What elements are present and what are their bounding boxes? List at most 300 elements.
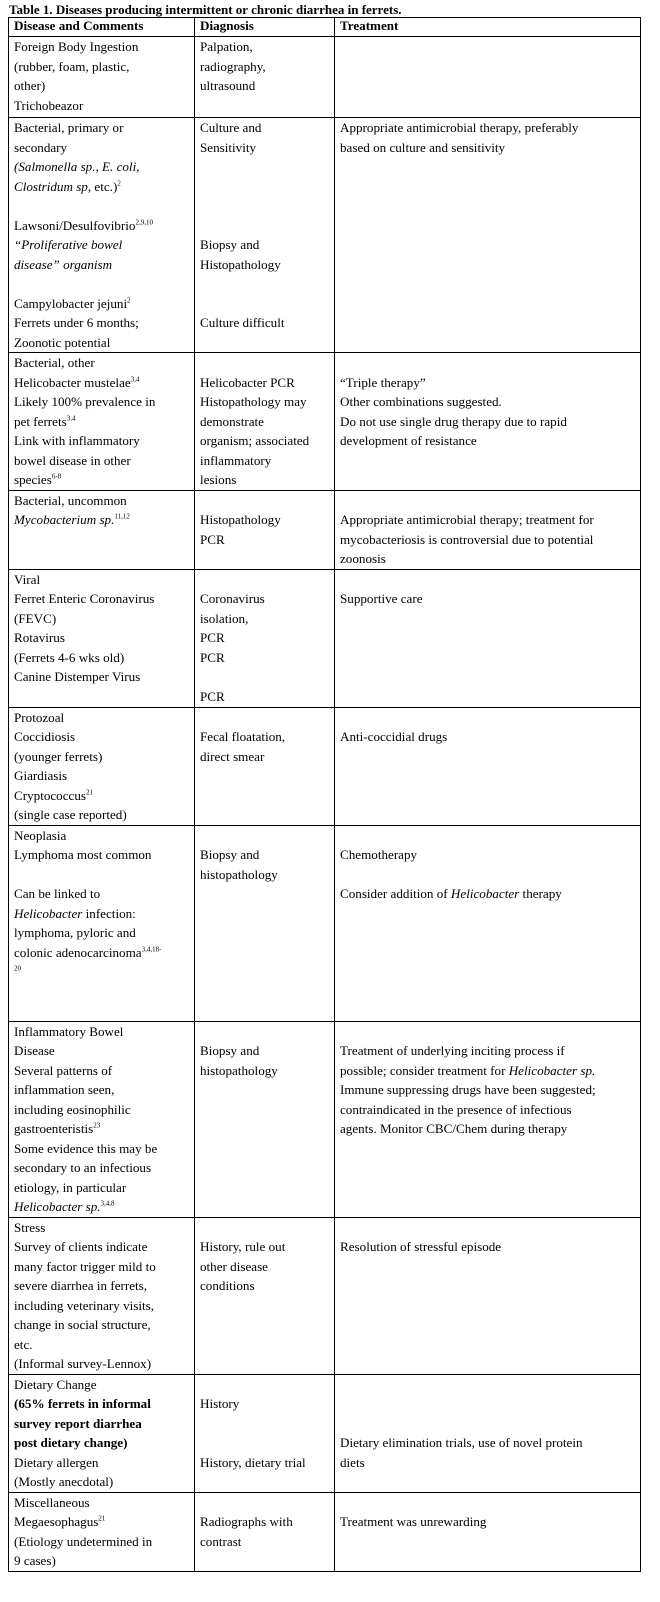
cell-line — [340, 708, 638, 728]
header-row — [9, 18, 641, 37]
cell-line — [340, 549, 638, 569]
cell-text: Mycobacterium sp. — [14, 512, 115, 527]
cell-text: contrast — [200, 1533, 242, 1549]
cell-line — [200, 530, 332, 550]
cell-text: Biopsy and — [200, 237, 260, 252]
reference-superscript: 2 — [127, 296, 131, 305]
cell-text: Dietary allergen — [14, 1454, 99, 1470]
cell-line — [200, 1061, 332, 1081]
cell-line — [200, 1375, 332, 1395]
treatment-cell — [335, 825, 641, 1021]
cell-text: inflammation seen, — [14, 1082, 115, 1097]
cell-line — [14, 1178, 192, 1198]
cell-line — [200, 1041, 332, 1061]
cell-text: Disease — [14, 1043, 55, 1058]
cell-line — [340, 1394, 638, 1414]
cell-text: Coronavirus — [200, 591, 265, 606]
cell-line — [14, 962, 192, 982]
cell-line — [14, 96, 192, 116]
cell-line — [200, 1453, 332, 1473]
diseases-table — [8, 17, 641, 1572]
cell-line — [200, 255, 332, 275]
cell-text: History — [200, 1396, 240, 1411]
cell-text: (younger ferrets) — [14, 748, 103, 764]
cell-text: Cryptococcus — [14, 787, 86, 803]
cell-text: Histopathology — [200, 512, 281, 527]
disease-cell — [9, 1374, 195, 1492]
cell-text: Some evidence this may be — [14, 1140, 158, 1156]
cell-text: History, rule out — [200, 1239, 286, 1254]
cell-text: Histopathology — [200, 256, 281, 272]
treatment-cell — [335, 1374, 641, 1492]
cell-text: Appropriate antimicrobial therapy, preferably — [340, 120, 579, 135]
cell-line — [14, 76, 192, 96]
cell-line — [14, 431, 192, 451]
cell-line — [200, 1433, 332, 1453]
treatment-cell — [335, 1217, 641, 1374]
diagnosis-cell — [195, 1492, 335, 1571]
cell-text: (Etiology undetermined in — [14, 1533, 153, 1549]
cell-text: gastroenteristis — [14, 1121, 94, 1136]
cell-line — [200, 392, 332, 412]
disease-cell — [9, 118, 195, 353]
cell-text: PCR — [200, 531, 225, 547]
cell-text: Likely 100% prevalence in — [14, 394, 156, 409]
cell-line — [200, 451, 332, 471]
treatment-cell — [335, 1492, 641, 1571]
treatment-cell — [335, 707, 641, 825]
cell-text: Clostridum sp — [14, 178, 88, 194]
cell-line — [14, 1493, 192, 1513]
cell-line — [200, 609, 332, 629]
cell-line — [14, 157, 192, 177]
cell-text: species — [14, 472, 52, 487]
cell-line — [340, 1493, 638, 1513]
cell-line — [200, 667, 332, 687]
cell-text: possible; consider treatment for — [340, 1062, 509, 1078]
diagnosis-cell — [195, 1374, 335, 1492]
cell-text: isolation, — [200, 610, 249, 626]
treatment-cell — [335, 569, 641, 707]
cell-line — [14, 943, 192, 963]
cell-line — [14, 274, 192, 294]
cell-line — [200, 76, 332, 96]
cell-line — [200, 826, 332, 846]
cell-line — [14, 255, 192, 275]
cell-text: severe diarrhea in ferrets, — [14, 1278, 148, 1293]
cell-line — [200, 1257, 332, 1277]
cell-line — [340, 727, 638, 747]
cell-text: secondary to an infectious — [14, 1160, 152, 1175]
cell-line — [200, 470, 332, 490]
disease-cell — [9, 1492, 195, 1571]
cell-line — [14, 570, 192, 590]
cell-text: Consider addition of — [340, 886, 451, 901]
cell-line — [200, 37, 332, 57]
cell-text: ( — [14, 159, 19, 174]
cell-text: (FEVC) — [14, 610, 57, 626]
cell-line — [340, 1375, 638, 1395]
cell-line — [14, 667, 192, 687]
cell-text: (Informal survey-Lennox) — [14, 1356, 152, 1371]
cell-text: histopathology — [200, 866, 278, 882]
cell-line — [200, 510, 332, 530]
cell-text: survey report diarrhea — [14, 1415, 142, 1431]
cell-line — [14, 1158, 192, 1178]
cell-text: Campylobacter jejuni — [14, 295, 128, 311]
cell-text: Foreign Body Ingestion — [14, 39, 139, 54]
cell-line — [340, 589, 638, 609]
diagnosis-cell — [195, 1217, 335, 1374]
diagnosis-cell — [195, 118, 335, 353]
cell-line — [200, 412, 332, 432]
cell-line — [14, 1022, 192, 1042]
cell-line — [14, 1276, 192, 1296]
cell-line — [14, 1315, 192, 1335]
cell-text: other) — [14, 78, 46, 93]
cell-line — [200, 1414, 332, 1434]
cell-text: inflammatory — [200, 452, 272, 468]
cell-text: Miscellaneous — [14, 1494, 90, 1510]
cell-line — [200, 1237, 332, 1257]
cell-line — [14, 392, 192, 412]
cell-line — [14, 412, 192, 432]
cell-line — [200, 294, 332, 314]
cell-text: Chemotherapy — [340, 847, 418, 862]
cell-line — [14, 589, 192, 609]
cell-line — [14, 177, 192, 197]
cell-text: mycobacteriosis is controversial due to potential — [340, 531, 594, 547]
row-protozoal — [9, 707, 641, 825]
reference-superscript: 21 — [98, 1514, 106, 1523]
cell-text: Several patterns of — [14, 1062, 113, 1078]
cell-text: (single case reported) — [14, 807, 127, 822]
diagnosis-cell — [195, 353, 335, 491]
cell-line — [14, 1080, 192, 1100]
reference-superscript: 3,4 — [130, 375, 140, 384]
cell-text: histopathology — [200, 1062, 278, 1078]
cell-text: Treatment of underlying inciting process if — [340, 1043, 565, 1058]
cell-text: Salmonella sp., E. coli, — [18, 159, 140, 174]
disease-cell — [9, 353, 195, 491]
cell-line — [14, 884, 192, 904]
cell-text: Giardiasis — [14, 768, 68, 783]
cell-text: (65% ferrets in informal — [14, 1396, 151, 1411]
cell-line — [14, 491, 192, 511]
cell-text: Palpation, — [200, 39, 253, 54]
cell-line — [200, 727, 332, 747]
table-body — [9, 37, 641, 1572]
cell-line — [340, 392, 638, 412]
cell-text: Viral — [14, 571, 41, 587]
cell-line — [340, 138, 638, 158]
disease-cell — [9, 1217, 195, 1374]
cell-line — [200, 1493, 332, 1513]
cell-line — [14, 1532, 192, 1552]
cell-line — [14, 333, 192, 353]
cell-line — [200, 1218, 332, 1238]
cell-line — [14, 1414, 192, 1434]
cell-line — [14, 138, 192, 158]
cell-line — [200, 648, 332, 668]
row-dietary — [9, 1374, 641, 1492]
cell-line — [14, 747, 192, 767]
cell-text: Survey of clients indicate — [14, 1239, 148, 1254]
cell-line — [14, 1296, 192, 1316]
cell-line — [340, 1218, 638, 1238]
cell-line — [200, 177, 332, 197]
cell-text: Radiographs with — [200, 1514, 293, 1529]
diagnosis-cell — [195, 490, 335, 569]
cell-text: lesions — [200, 472, 237, 487]
cell-text: change in social structure, — [14, 1317, 151, 1332]
disease-cell — [9, 490, 195, 569]
cell-text: Treatment was unrewarding — [340, 1514, 487, 1529]
cell-text: etc. — [14, 1336, 33, 1352]
header-diagnosis: Diagnosis — [195, 18, 335, 37]
cell-line — [14, 1119, 192, 1139]
cell-text: Canine Distemper Virus — [14, 669, 141, 684]
treatment-cell — [335, 353, 641, 491]
cell-line — [14, 1100, 192, 1120]
cell-text: other disease — [200, 1258, 268, 1274]
cell-text: Culture difficult — [200, 315, 285, 330]
cell-text: Bacterial, uncommon — [14, 492, 127, 508]
diagnosis-cell — [195, 825, 335, 1021]
cell-line — [340, 118, 638, 138]
cell-text: infection: — [82, 905, 136, 921]
cell-text: demonstrate — [200, 413, 264, 429]
cell-line — [340, 884, 638, 904]
cell-line — [200, 1022, 332, 1042]
cell-text: Helicobacter sp. — [508, 1062, 596, 1078]
cell-text: Zoonotic potential — [14, 334, 111, 350]
cell-text: Anti-coccidial drugs — [340, 729, 448, 744]
cell-line — [14, 628, 192, 648]
cell-text: pet ferrets — [14, 413, 67, 429]
diagnosis-cell — [195, 1021, 335, 1217]
cell-text: Trichobeazor — [14, 97, 84, 113]
cell-text: Culture and — [200, 120, 262, 135]
cell-line — [14, 313, 192, 333]
cell-text: Bacterial, primary or — [14, 120, 124, 135]
cell-text: Sensitivity — [200, 139, 257, 155]
cell-line — [14, 118, 192, 138]
cell-line — [340, 1041, 638, 1061]
cell-line — [14, 904, 192, 924]
cell-line — [340, 1237, 638, 1257]
cell-text: Helicobacter mustelae — [14, 374, 131, 390]
cell-line — [340, 1100, 638, 1120]
cell-text: including veterinary visits, — [14, 1297, 155, 1313]
cell-line — [14, 294, 192, 314]
reference-superscript: 3,4,18- — [141, 945, 162, 954]
cell-line — [14, 235, 192, 255]
cell-text: based on culture and sensitivity — [340, 139, 506, 155]
cell-line — [14, 727, 192, 747]
cell-text: “Triple therapy” — [340, 374, 426, 390]
cell-line — [340, 530, 638, 550]
disease-cell — [9, 37, 195, 118]
cell-text: disease” organism — [14, 256, 113, 272]
cell-line — [340, 491, 638, 511]
cell-line — [14, 353, 192, 373]
cell-line — [200, 138, 332, 158]
header-treatment: Treatment — [335, 18, 641, 37]
cell-line — [200, 628, 332, 648]
cell-text: colonic adenocarcinoma — [14, 944, 142, 960]
cell-line — [340, 353, 638, 373]
cell-line — [340, 1119, 638, 1139]
cell-line — [14, 786, 192, 806]
cell-text: PCR — [200, 630, 225, 645]
cell-line — [14, 373, 192, 393]
cell-text: Ferrets under 6 months; — [14, 315, 139, 330]
cell-line — [14, 451, 192, 471]
disease-cell — [9, 707, 195, 825]
cell-line — [14, 1472, 192, 1492]
row-bacterial-other — [9, 353, 641, 491]
cell-text: Helicobacter — [14, 905, 83, 921]
cell-text: Rotavirus — [14, 630, 65, 645]
cell-line — [14, 609, 192, 629]
cell-line — [14, 1257, 192, 1277]
cell-line — [14, 805, 192, 825]
cell-line — [200, 313, 332, 333]
cell-text: Biopsy and — [200, 847, 260, 862]
cell-text: Fecal floatation, — [200, 729, 286, 744]
cell-line — [340, 845, 638, 865]
cell-text: Lawsoni/Desulfovibrio — [14, 217, 136, 233]
cell-line — [14, 1551, 192, 1571]
cell-line — [200, 747, 332, 767]
cell-line — [14, 196, 192, 216]
reference-superscript: 23 — [93, 1121, 101, 1130]
disease-cell — [9, 1021, 195, 1217]
cell-text: (rubber, foam, plastic, — [14, 58, 130, 74]
cell-text: Resolution of stressful episode — [340, 1239, 502, 1254]
cell-line — [14, 57, 192, 77]
cell-line — [14, 708, 192, 728]
cell-line — [200, 570, 332, 590]
cell-line — [14, 1453, 192, 1473]
cell-line — [200, 57, 332, 77]
cell-text: (Mostly anecdotal) — [14, 1474, 114, 1489]
cell-text: secondary — [14, 139, 68, 155]
cell-line — [340, 510, 638, 530]
cell-text: , etc.) — [87, 178, 118, 194]
reference-superscript: 2,9,10 — [135, 218, 153, 227]
cell-text: contraindicated in the presence of infectious — [340, 1101, 572, 1117]
cell-line — [200, 687, 332, 707]
cell-line — [340, 1080, 638, 1100]
cell-line — [340, 826, 638, 846]
cell-text: many factor trigger mild to — [14, 1258, 156, 1274]
cell-line — [14, 826, 192, 846]
cell-line — [14, 216, 192, 236]
reference-superscript: 3,4,8 — [100, 1199, 115, 1208]
cell-line — [340, 1022, 638, 1042]
cell-text: lymphoma, pyloric and — [14, 925, 136, 940]
cell-line — [14, 1375, 192, 1395]
cell-text: Appropriate antimicrobial therapy; treatment for — [340, 512, 594, 527]
cell-text: Helicobacter PCR — [200, 374, 295, 390]
cell-text: etiology, in particular — [14, 1179, 127, 1195]
cell-line — [200, 216, 332, 236]
cell-text: Dietary Change — [14, 1376, 97, 1392]
cell-text: direct smear — [200, 748, 265, 764]
reference-superscript: 11,12 — [114, 512, 130, 521]
cell-text: Helicobacter sp. — [14, 1199, 101, 1214]
header-disease: Disease and Comments — [9, 18, 195, 37]
cell-text: ultrasound — [200, 78, 256, 93]
cell-text: including eosinophilic — [14, 1101, 131, 1117]
cell-line — [14, 1335, 192, 1355]
cell-line — [200, 708, 332, 728]
cell-text: Stress — [14, 1219, 46, 1235]
cell-line — [340, 373, 638, 393]
cell-text: Can be linked to — [14, 886, 101, 901]
cell-line — [14, 1433, 192, 1453]
cell-line — [14, 1237, 192, 1257]
diagnosis-cell — [195, 37, 335, 118]
cell-line — [14, 1218, 192, 1238]
cell-line — [14, 1354, 192, 1374]
cell-line — [200, 431, 332, 451]
cell-text: Bacterial, other — [14, 355, 95, 370]
cell-line — [340, 1433, 638, 1453]
cell-line — [340, 1414, 638, 1434]
cell-line — [14, 923, 192, 943]
cell-line — [200, 373, 332, 393]
cell-line — [14, 470, 192, 490]
cell-line — [200, 589, 332, 609]
cell-text: Helicobacter — [450, 886, 520, 901]
cell-text: diets — [340, 1454, 365, 1470]
cell-text: Inflammatory Bowel — [14, 1023, 124, 1039]
reference-superscript: 20 — [14, 964, 21, 973]
cell-line — [200, 1394, 332, 1414]
cell-text: PCR — [200, 688, 225, 704]
cell-line — [14, 1061, 192, 1081]
cell-line — [14, 1139, 192, 1159]
row-viral — [9, 569, 641, 707]
treatment-cell — [335, 118, 641, 353]
cell-line — [340, 865, 638, 885]
cell-text: Dietary elimination trials, use of novel protein — [340, 1435, 583, 1450]
cell-line — [200, 118, 332, 138]
row-neoplasia — [9, 825, 641, 1021]
cell-line — [14, 1197, 192, 1217]
cell-line — [200, 274, 332, 294]
cell-line — [200, 1512, 332, 1532]
cell-text: Coccidiosis — [14, 729, 76, 744]
cell-text: development of resistance — [340, 433, 477, 448]
row-foreign-body — [9, 37, 641, 118]
row-miscellaneous — [9, 1492, 641, 1571]
cell-line — [200, 353, 332, 373]
cell-text: Do not use single drug therapy due to rapid — [340, 413, 567, 429]
cell-line — [340, 570, 638, 590]
cell-text: Histopathology may — [200, 394, 307, 409]
treatment-cell — [335, 37, 641, 118]
cell-text: radiography, — [200, 58, 266, 74]
cell-text: Megaesophagus — [14, 1514, 99, 1529]
row-bacterial-uncommon — [9, 490, 641, 569]
treatment-cell — [335, 1021, 641, 1217]
cell-line — [14, 1512, 192, 1532]
cell-text: conditions — [200, 1278, 255, 1293]
